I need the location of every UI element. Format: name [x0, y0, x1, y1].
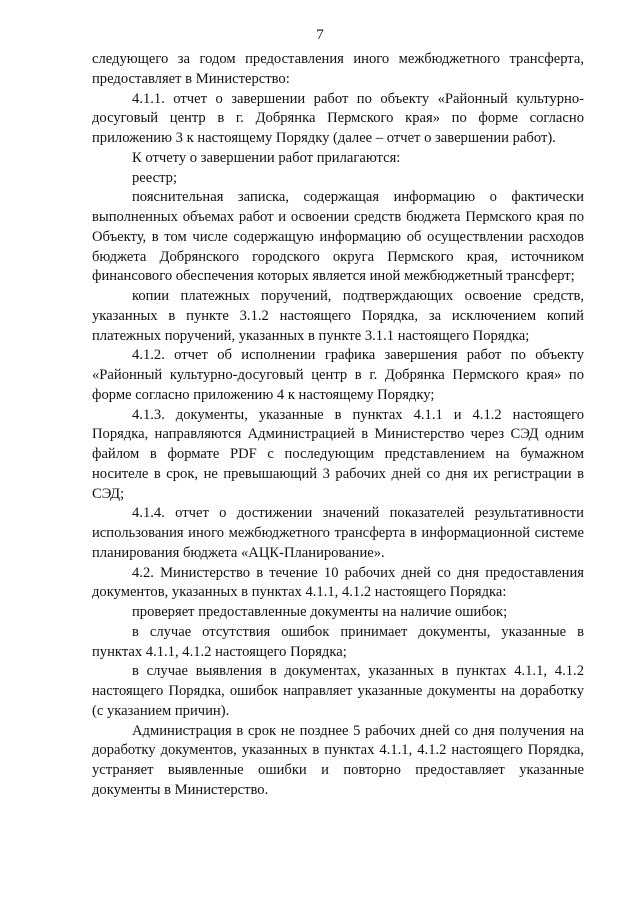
document-body [92, 50, 584, 801]
paragraph-attachments-intro: К отчету о завершении работ прилагаются: [132, 149, 401, 166]
paragraph-4-2: 4.2. Министерство в течение 10 рабочих дней со дня предоставления документов, указанных в пунктах 4.1.1, 4.1.2 настоящего Порядка: [92, 564, 584, 601]
paragraph-checks-errors: проверяет предоставленные документы на наличие ошибок; [132, 604, 508, 620]
paragraph-registry: реестр; [132, 169, 177, 186]
paragraph-4-1-4: 4.1.4. отчет о достижении значений показателей результативности использования иного межбюджетного трансферта в информационной системе планирования бюджета «АЦК-Планирование». [92, 505, 584, 561]
paragraph-4-1-1: 4.1.1. отчет о завершении работ по объекту «Районный культурно-досуговый центр в г. Добрянка Пермского края» по форме согласно приложению 3 к настоящему Порядку (далее – отчет о завершении работ). [92, 90, 584, 146]
paragraph-explanatory-note: пояснительная записка, содержащая информацию о фактически выполненных объемах работ и освоении средств бюджета Пермского края по Объекту, в том числе содержащую информацию об осуществлении расходов бюджета Добрянского городского округа Пермского края, источником финансового обеспечения которых является иной межбюджетный трансферт; [92, 189, 584, 285]
paragraph-payment-orders: копии платежных поручений, подтверждающих освоение средств, указанных в пункте 3.1.2 настоящего Порядка, за исключением копий платежных поручений, указанных в пункте 3.1.1 настоящего Порядка; [92, 288, 584, 344]
paragraph-errors-found: в случае выявления в документах, указанных в пунктах 4.1.1, 4.1.2 настоящего Порядка, ошибок направляет указанные документы на доработку (с указанием причин). [92, 663, 584, 719]
paragraph-4-1-3: 4.1.3. документы, указанные в пунктах 4.1.1 и 4.1.2 настоящего Порядка, направляются Администрацией в Министерство через СЭД одним файлом в формате PDF с последующим представлением на бумажном носителе в срок, не превышающий 3 рабочих дней со дня их регистрации в СЭД; [92, 406, 584, 502]
page-number: 7 [316, 27, 324, 43]
paragraph-no-errors: в случае отсутствия ошибок принимает документы, указанные в пунктах 4.1.1, 4.1.2 настоящего Порядка; [92, 623, 584, 660]
paragraph-continuation: следующего за годом предоставления иного межбюджетного трансферта, предоставляет в Министерство: [92, 51, 584, 87]
paragraph-administration-fix: Администрация в срок не позднее 5 рабочих дней со дня получения на доработку документов, указанных в пунктах 4.1.1, 4.1.2 настоящего Порядка, устраняет выявленные ошибки и повторно предоставляет указанные документы в Министерство. [92, 722, 584, 798]
paragraph-4-1-2: 4.1.2. отчет об исполнении графика завершения работ по объекту «Районный культурно-досуговый центр в г. Добрянка Пермского края» по форме согласно приложению 4 к настоящему Порядку; [92, 347, 584, 403]
